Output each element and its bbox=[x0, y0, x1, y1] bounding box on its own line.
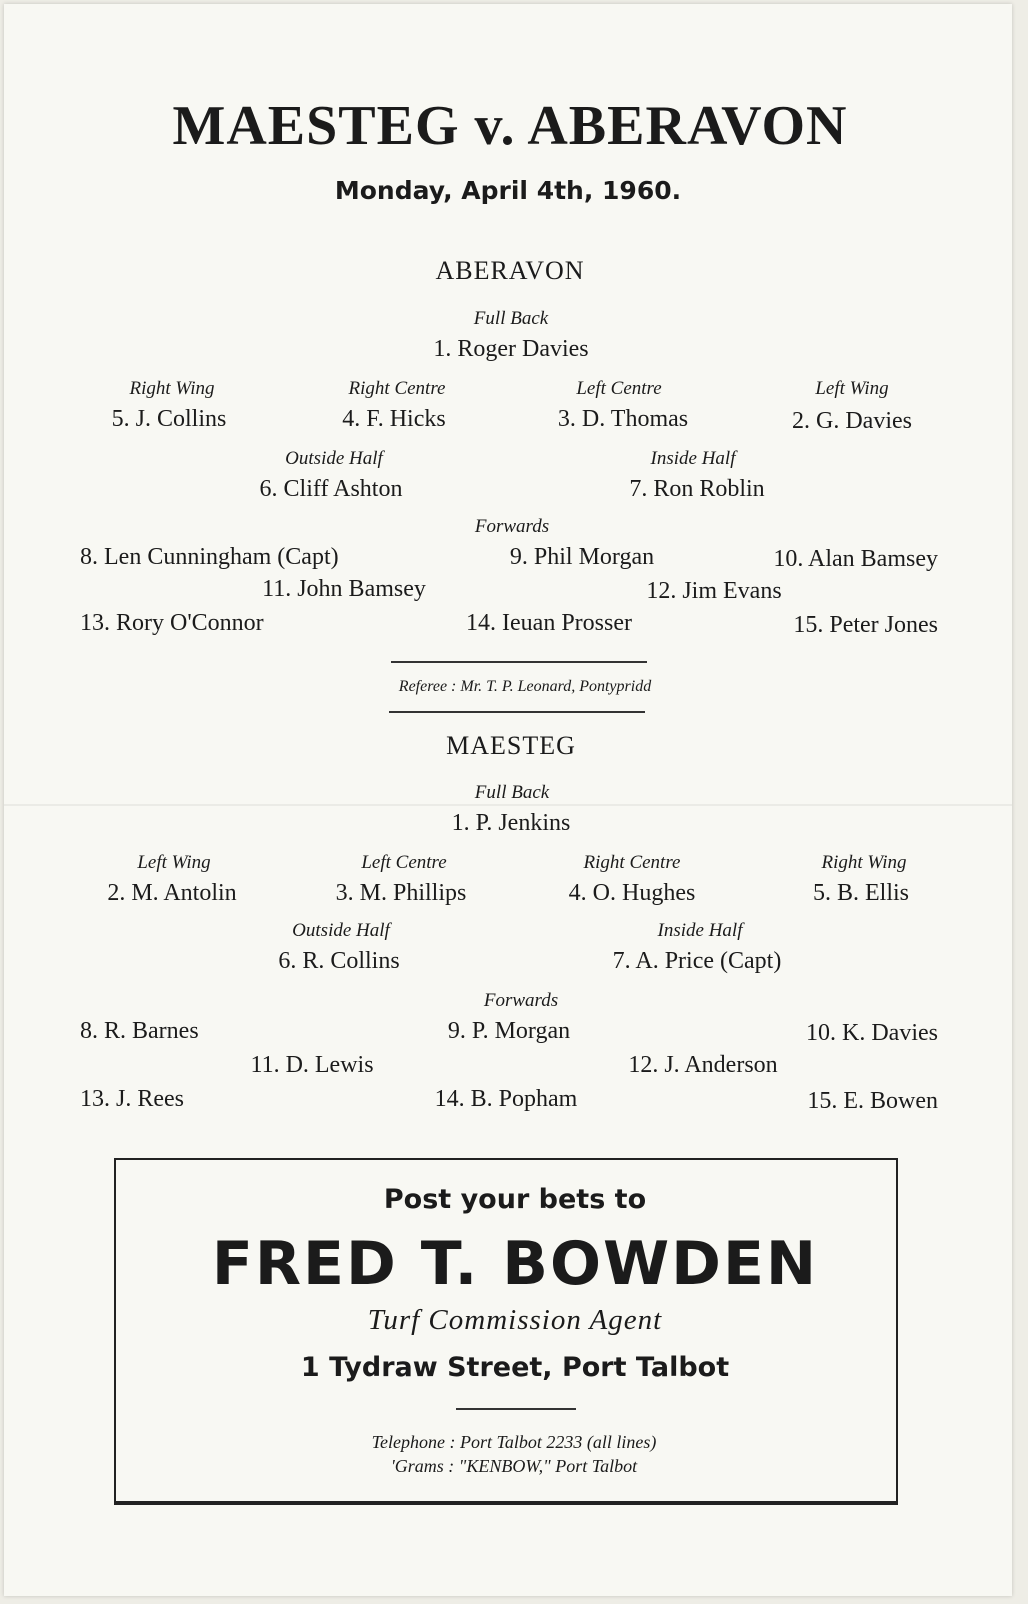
position-label: Inside Half bbox=[657, 920, 743, 941]
player-name: 2. M. Antolin bbox=[107, 880, 237, 906]
team-name-aberavon: ABERAVON bbox=[435, 256, 585, 285]
page-fold bbox=[4, 804, 1012, 806]
player-name: 11. John Bamsey bbox=[262, 576, 426, 602]
position-label: Full Back bbox=[473, 308, 549, 329]
player-name: 7. Ron Roblin bbox=[629, 476, 765, 502]
divider bbox=[389, 711, 645, 713]
advert-divider bbox=[456, 1408, 576, 1410]
player-name: 1. Roger Davies bbox=[433, 336, 589, 362]
player-name: 15. E. Bowen bbox=[807, 1088, 938, 1114]
position-label: Left Centre bbox=[576, 378, 662, 399]
player-name: 13. Rory O'Connor bbox=[80, 610, 264, 636]
advert-headline: Post your bets to bbox=[383, 1184, 647, 1215]
player-name: 15. Peter Jones bbox=[793, 612, 938, 638]
advert-telephone: Telephone : Port Talbot 2233 (all lines) bbox=[371, 1432, 657, 1452]
position-label: Outside Half bbox=[285, 448, 383, 469]
team-name-maesteg: MAESTEG bbox=[446, 731, 576, 760]
player-name: 10. K. Davies bbox=[806, 1020, 938, 1046]
player-name: 10. Alan Bamsey bbox=[773, 546, 938, 572]
player-name: 5. B. Ellis bbox=[812, 880, 910, 906]
player-name: 1. P. Jenkins bbox=[451, 810, 571, 836]
player-name: 8. R. Barnes bbox=[80, 1018, 199, 1044]
player-name: 9. Phil Morgan bbox=[509, 544, 655, 570]
programme-page bbox=[4, 4, 1012, 1596]
advert-address: 1 Tydraw Street, Port Talbot bbox=[300, 1352, 730, 1383]
advert-grams: 'Grams : "KENBOW," Port Talbot bbox=[390, 1456, 638, 1476]
player-name: 3. M. Phillips bbox=[335, 880, 467, 906]
player-name: 6. R. Collins bbox=[278, 948, 400, 974]
player-name: 7. A. Price (Capt) bbox=[612, 948, 782, 974]
player-name: 8. Len Cunningham (Capt) bbox=[80, 544, 339, 570]
player-name: 14. B. Popham bbox=[434, 1086, 578, 1112]
player-name: 6. Cliff Ashton bbox=[259, 476, 403, 502]
referee-line: Referee : Mr. T. P. Leonard, Pontypridd bbox=[398, 678, 652, 695]
position-label: Right Centre bbox=[583, 852, 681, 873]
player-name: 14. Ieuan Prosser bbox=[466, 610, 632, 636]
position-label: Full Back bbox=[474, 782, 550, 803]
position-label: Inside Half bbox=[650, 448, 736, 469]
player-name: 4. O. Hughes bbox=[568, 880, 696, 906]
position-label: Left Centre bbox=[361, 852, 447, 873]
advert-subtitle: Turf Commission Agent bbox=[367, 1304, 663, 1336]
player-name: 12. Jim Evans bbox=[646, 578, 782, 604]
player-name: 11. D. Lewis bbox=[250, 1052, 374, 1078]
position-label: Right Wing bbox=[129, 378, 215, 399]
position-label: Right Wing bbox=[821, 852, 907, 873]
page-title: MAESTEG v. ABERAVON bbox=[172, 95, 848, 157]
position-label: Outside Half bbox=[292, 920, 390, 941]
match-date: Monday, April 4th, 1960. bbox=[334, 176, 682, 205]
advert-box-shadow bbox=[114, 1501, 898, 1505]
player-name: 9. P. Morgan bbox=[447, 1018, 571, 1044]
position-label: Left Wing bbox=[137, 852, 211, 873]
player-name: 5. J. Collins bbox=[111, 406, 227, 432]
player-name: 2. G. Davies bbox=[792, 408, 912, 434]
advert-name: FRED T. BOWDEN bbox=[211, 1229, 819, 1299]
player-name: 13. J. Rees bbox=[80, 1086, 184, 1112]
player-name: 12. J. Anderson bbox=[628, 1052, 778, 1078]
forwards-label: Forwards bbox=[474, 516, 550, 537]
forwards-label: Forwards bbox=[483, 990, 559, 1011]
divider bbox=[391, 661, 647, 663]
player-name: 4. F. Hicks bbox=[342, 406, 446, 432]
player-name: 3. D. Thomas bbox=[557, 406, 689, 432]
position-label: Right Centre bbox=[348, 378, 446, 399]
position-label: Left Wing bbox=[815, 378, 889, 399]
